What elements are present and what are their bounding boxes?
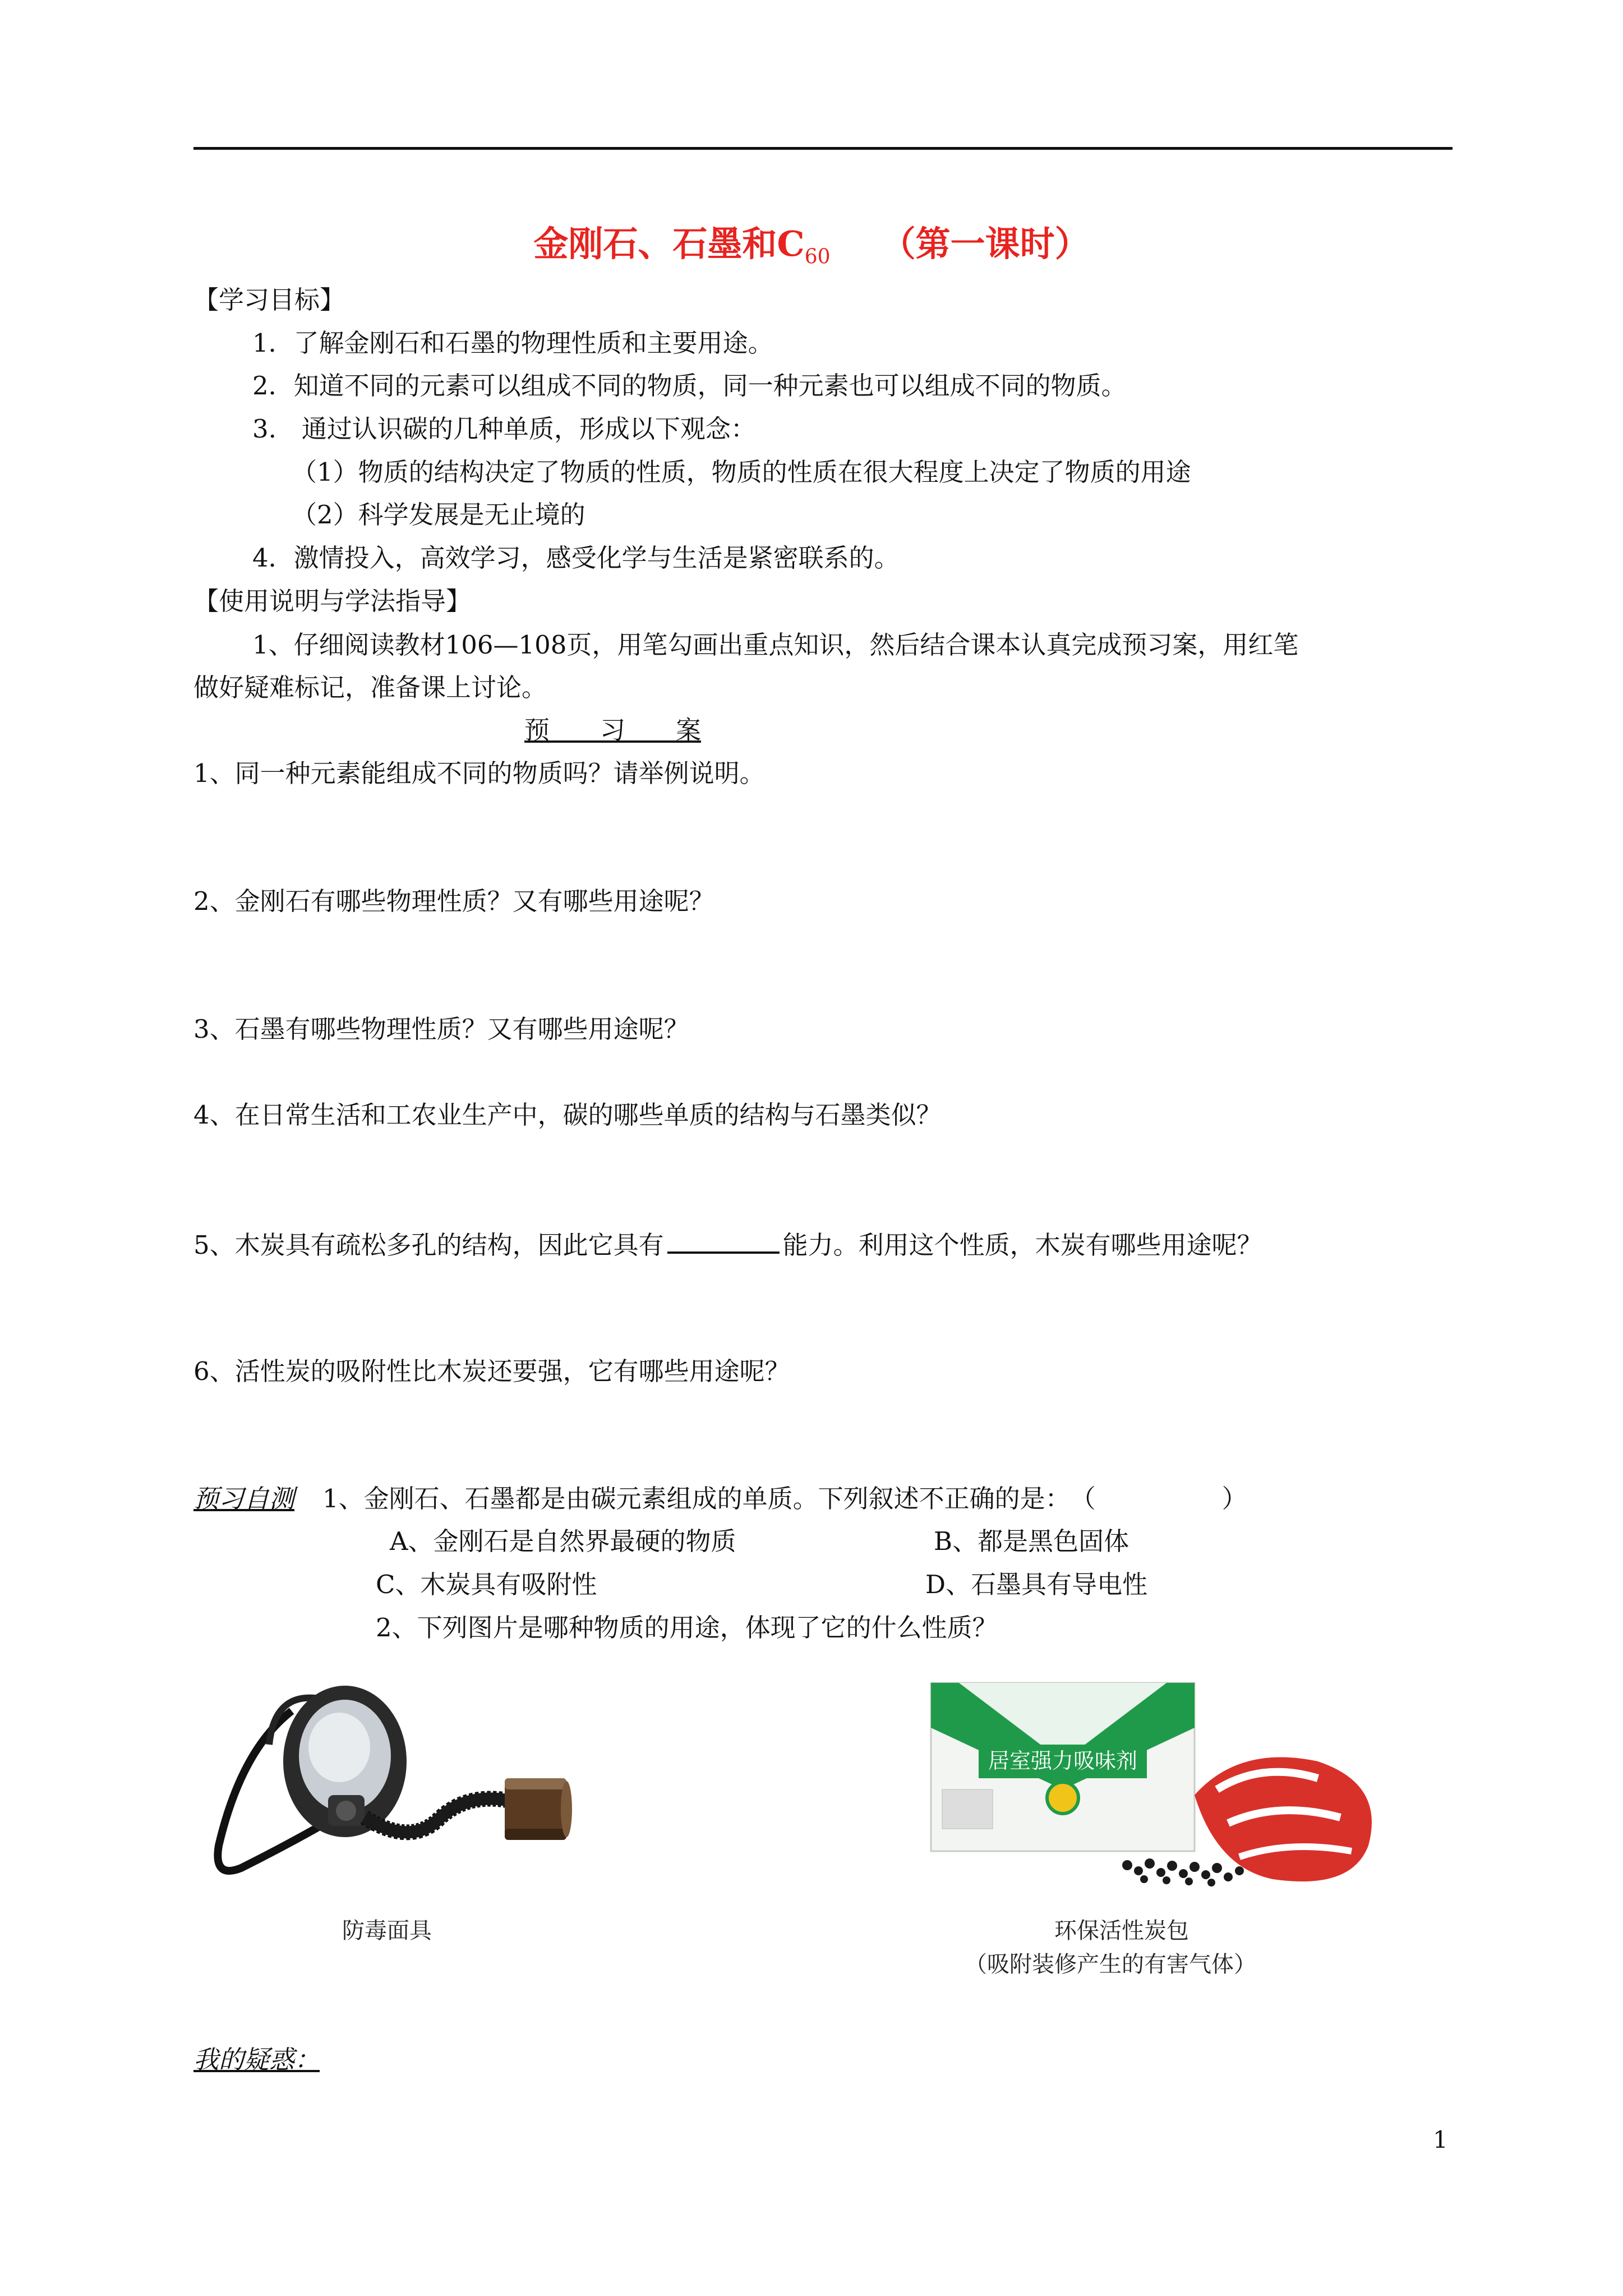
instructions-heading: 【使用说明与学法指导】	[193, 586, 472, 616]
objective-item: 1．了解金刚石和石墨的物理性质和主要用途。	[252, 328, 773, 358]
carbon-bag-subcaption: （吸附装修产生的有害气体）	[965, 1952, 1256, 1977]
page-title: 金刚石、石墨和$C_{60}$ （第一课时）	[533, 223, 1090, 269]
objectives-heading: 【学习目标】	[193, 285, 345, 315]
page-number: 1	[1433, 2126, 1448, 2154]
option-a: A、金刚石是自然界最硬的物质	[390, 1526, 736, 1556]
objective-item: 3. 通过认识碳的几种单质，形成以下观念：	[252, 414, 756, 444]
option-d: D、石墨具有导电性	[925, 1570, 1148, 1599]
selftest-question-1: 预习自测 1、金刚石、石墨都是由碳元素组成的单质。下列叙述不正确的是： （ ）	[193, 1484, 1247, 1513]
selftest-question-2: 2、下列图片是哪种物质的用途，体现了它的什么性质？	[376, 1613, 998, 1642]
preview-heading: 预 习 案	[524, 715, 702, 745]
objective-subitem: （1）物质的结构决定了物质的性质，物质的性质在很大程度上决定了物质的用途	[292, 457, 1191, 487]
carbon-bag-image	[925, 1677, 1391, 1902]
objective-item: 2．知道不同的元素可以组成不同的物质，同一种元素也可以组成不同的物质。	[252, 371, 1127, 401]
preview-question-5: 5、木炭具有疏松多孔的结构，因此它具有 能力。利用这个性质，木炭有哪些用途呢？	[193, 1227, 1262, 1262]
preview-question: 4、在日常生活和工农业生产中，碳的哪些单质的结构与石墨类似？	[193, 1100, 942, 1130]
header-rule	[193, 147, 1453, 150]
instructions-line: 1、仔细阅读教材106—108页，用笔勾画出重点知识，然后结合课本认真完成预习案，用红笔	[252, 630, 1299, 660]
preview-question: 3、石墨有哪些物理性质？又有哪些用途呢？	[193, 1014, 689, 1044]
option-b: B、都是黑色固体	[934, 1526, 1129, 1556]
preview-question: 6、活性炭的吸附性比木炭还要强，它有哪些用途呢？	[193, 1356, 790, 1386]
objective-item: 4．激情投入，高效学习，感受化学与生活是紧密联系的。	[252, 543, 900, 573]
objective-subitem: （2）科学发展是无止境的	[292, 500, 585, 530]
option-c: C、木炭具有吸附性	[376, 1570, 597, 1599]
preview-question: 2、金刚石有哪些物理性质？又有哪些用途呢？	[193, 886, 714, 916]
selftest-label: 预习自测	[193, 1484, 295, 1513]
doubts-label: 我的疑惑：	[193, 2045, 320, 2074]
answer-blank[interactable]	[667, 1227, 780, 1254]
carbon-bag-caption: 环保活性炭包	[1054, 1918, 1189, 1944]
gas-mask-caption: 防毒面具	[342, 1918, 432, 1944]
box-label: 居室强力吸味剂	[988, 1749, 1138, 1773]
preview-question: 1、同一种元素能组成不同的物质吗？请举例说明。	[193, 758, 765, 788]
instructions-line: 做好疑难标记，准备课上讨论。	[193, 673, 547, 702]
gas-mask-image	[208, 1677, 611, 1913]
